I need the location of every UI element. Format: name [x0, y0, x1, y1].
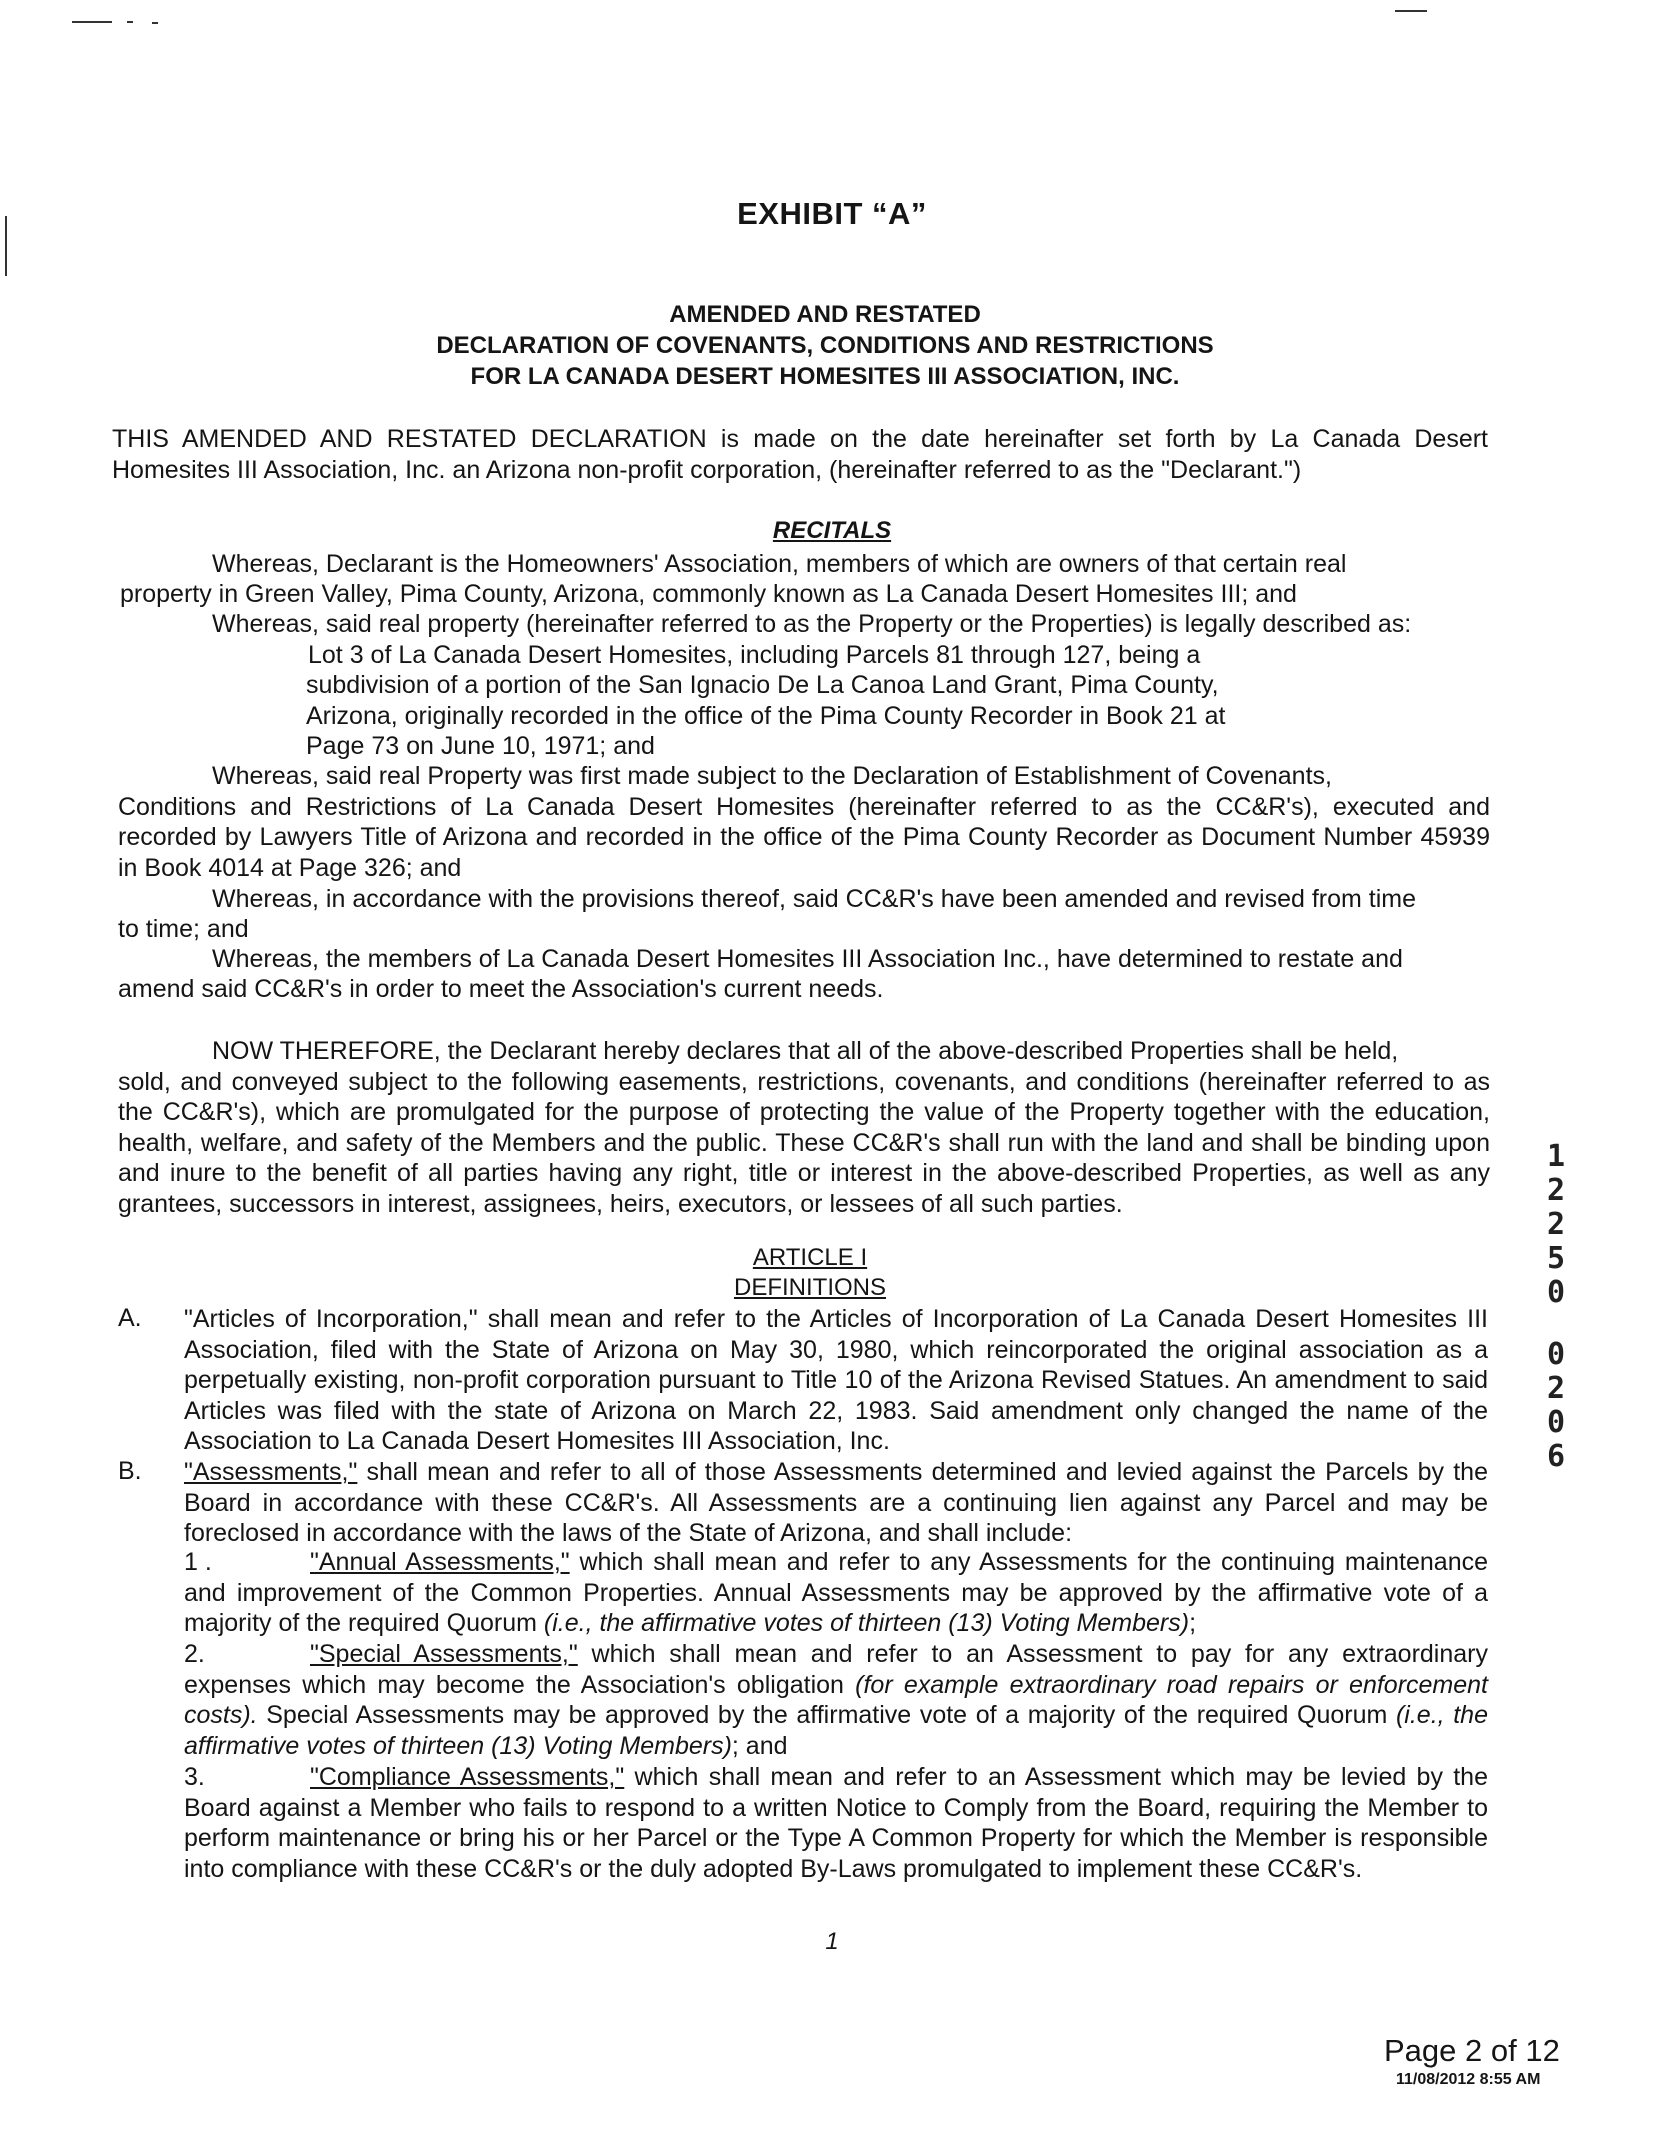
recital-2-line-1: Whereas, said real property (hereinafter referred to as the Property or the Properties) is legally described as:: [212, 610, 1412, 638]
stamp-digit: 0: [1546, 1275, 1566, 1310]
item-2-body-2: Special Assessments may be approved by the affirmative vote of a majority of the required Quorum: [257, 1701, 1396, 1729]
stamp-digit: 5: [1546, 1241, 1566, 1276]
stamp-digit: 0: [1546, 1405, 1566, 1440]
item-1-italic: (i.e., the affirmative votes of thirteen (13) Voting Members): [543, 1609, 1190, 1637]
compliance-assessments-item: [184, 1762, 1488, 1884]
item-3-body: which shall mean and refer to an Assessment which may be levied by the Board against a Member who fails to respond to a written Notice to Comply from the Board, requiring the Member to perform maintenance or bring his or her Parcel or the Type A Common Property for which the Member is responsible into compliance with these CC&R's or the duly adopted By-Laws promulgated to implement these CC&R's.: [184, 1763, 1488, 1883]
heading-line-3: FOR LA CANADA DESERT HOMESITES III ASSOCIATION, INC.: [470, 363, 1180, 390]
definition-a-text: "Articles of Incorporation," shall mean and refer to the Articles of Incorporation of La Canada Desert Homesites III Association, filed with the State of Arizona on May 30, 1980, which reincorporated the original association as a perpetually existing, non-profit corporation pursuant to Title 10 of the Arizona Revised Statues. An amendment to said Articles was filed with the state of Arizona on March 22, 1983. Said amendment only changed the name of the Association to La Canada Desert Homesites III Association, Inc.: [184, 1305, 1488, 1455]
special-assessments-item: [184, 1639, 1488, 1761]
stamp-digit: 0: [1546, 1337, 1566, 1372]
item-1-body: which shall mean and refer to any Assessments for the continuing maintenance and improvement of the Common Properties. Annual Assessments may be approved by the affirmative vote of a majority of the required Quorum: [184, 1548, 1488, 1637]
definition-b-label: B.: [118, 1457, 142, 1485]
now-therefore-lead: NOW THEREFORE, the Declarant hereby declares that all of the above-described Properties shall be held,: [212, 1037, 1399, 1065]
recital-5-line-1: Whereas, the members of La Canada Desert Homesites III Association Inc., have determined to restate and: [212, 945, 1403, 973]
article-name: DEFINITIONS: [733, 1274, 886, 1301]
legal-description-line-2: subdivision of a portion of the San Ignacio De La Canoa Land Grant, Pima County,: [306, 671, 1219, 699]
legal-description-line-4: Page 73 on June 10, 1971; and: [306, 732, 655, 760]
recital-1-line-1: Whereas, Declarant is the Homeowners' Association, members of which are owners of that certain real: [212, 550, 1347, 578]
item-2-italic-2: (i.e., the affirmative votes of thirteen (13) Voting Members): [184, 1701, 1488, 1760]
item-3-number: 3.: [184, 1763, 205, 1791]
definition-b-body: shall mean and refer to all of those Assessments determined and levied against the Parcels by the Board in accordance with these CC&R's. All Assessments are a continuing lien against any Parcel and may be foreclosed in accordance with the laws of the State of Arizona, and shall include:: [184, 1458, 1488, 1547]
item-2-number: 2.: [184, 1640, 205, 1668]
definition-b-term: "Assessments,": [184, 1458, 358, 1486]
stamp-digit: 2: [1546, 1371, 1566, 1406]
definition-b-text: [184, 1457, 1488, 1549]
stamp-digit: 2: [1546, 1173, 1566, 1208]
compliance-assessments-term: "Compliance Assessments,": [310, 1763, 625, 1791]
page-number: 1: [825, 1928, 839, 1955]
item-1-number: 1 .: [184, 1548, 212, 1576]
legal-description-line-1: Lot 3 of La Canada Desert Homesites, including Parcels 81 through 127, being a: [308, 641, 1201, 669]
scan-mark: [152, 22, 158, 24]
item-2-italic-1: (for example extraordinary road repairs or enforcement costs).: [184, 1670, 1489, 1729]
recital-1-line-2: property in Green Valley, Pima County, Arizona, commonly known as La Canada Desert Homesites III; and: [120, 580, 1297, 608]
item-2-end: ; and: [731, 1731, 788, 1760]
legal-description-line-3: Arizona, originally recorded in the office of the Pima County Recorder in Book 21 at: [306, 702, 1226, 730]
recital-5-line-2: amend said CC&R's in order to meet the Association's current needs.: [118, 975, 884, 1003]
article-number: ARTICLE I: [752, 1244, 868, 1271]
recital-3: [118, 761, 1490, 883]
special-assessments-term: "Special Assessments,": [310, 1640, 578, 1668]
annual-assessments-item: [184, 1547, 1488, 1639]
heading-line-2: DECLARATION OF COVENANTS, CONDITIONS AND RESTRICTIONS: [436, 332, 1214, 359]
intro-paragraph: THIS AMENDED AND RESTATED DECLARATION is made on the date hereinafter set forth by La Canada Desert Homesites III Association, Inc. an Arizona non-profit corporation, (hereinafter referred to as the "Declarant."): [112, 425, 1488, 484]
recital-4-line-1: Whereas, in accordance with the provisions thereof, said CC&R's have been amended and revised from time: [212, 885, 1416, 913]
item-2-body: which shall mean and refer to an Assessment to pay for any extraordinary expenses which may become the Association's obligation: [184, 1640, 1488, 1699]
heading-line-1: AMENDED AND RESTATED: [669, 301, 981, 328]
scan-mark: [127, 21, 133, 23]
definition-a-label: A.: [118, 1304, 142, 1332]
annual-assessments-term: "Annual Assessments,": [310, 1548, 570, 1576]
item-1-end: ;: [1189, 1609, 1197, 1637]
document-heading: [260, 299, 1390, 392]
recital-3-lead: Whereas, said real Property was first made subject to the Declaration of Establishment of Covenants,: [212, 762, 1332, 790]
scan-mark: [72, 21, 112, 23]
scan-mark: [1395, 10, 1427, 12]
stamp-digit: 2: [1546, 1207, 1566, 1242]
recital-3-rest: Conditions and Restrictions of La Canada Desert Homesites (hereinafter referred to as the CC&R's), executed and recorded by Lawyers Title of Arizona and recorded in the office of the Pima County Recorder as Document Number 45939 in Book 4014 at Page 326; and: [118, 792, 1490, 882]
recital-4-line-2: to time; and: [118, 915, 249, 943]
recitals-heading: RECITALS: [772, 517, 892, 544]
now-therefore-paragraph: [118, 1036, 1490, 1219]
recording-stamp: [1542, 1140, 1570, 1474]
exhibit-title: EXHIBIT “A”: [737, 196, 927, 231]
now-therefore-rest: sold, and conveyed subject to the following easements, restrictions, covenants, and conditions (hereinafter referred to as the CC&R's), which are promulgated for the purpose of protecting the value of the Property together with the education, health, welfare, and safety of the Members and the public. These CC&R's shall run with the land and shall be binding upon and inure to the benefit of all parties having any right, title or interest in the above-described Properties, as well as any grantees, successors in interest, assignees, heirs, executors, or lessees of all such parties.: [118, 1067, 1490, 1218]
footer-timestamp: 11/08/2012 8:55 AM: [1396, 2071, 1541, 2088]
stamp-digit: 1: [1546, 1139, 1566, 1174]
footer-page-count: Page 2 of 12: [1384, 2033, 1560, 2068]
stamp-digit: 6: [1546, 1439, 1566, 1474]
